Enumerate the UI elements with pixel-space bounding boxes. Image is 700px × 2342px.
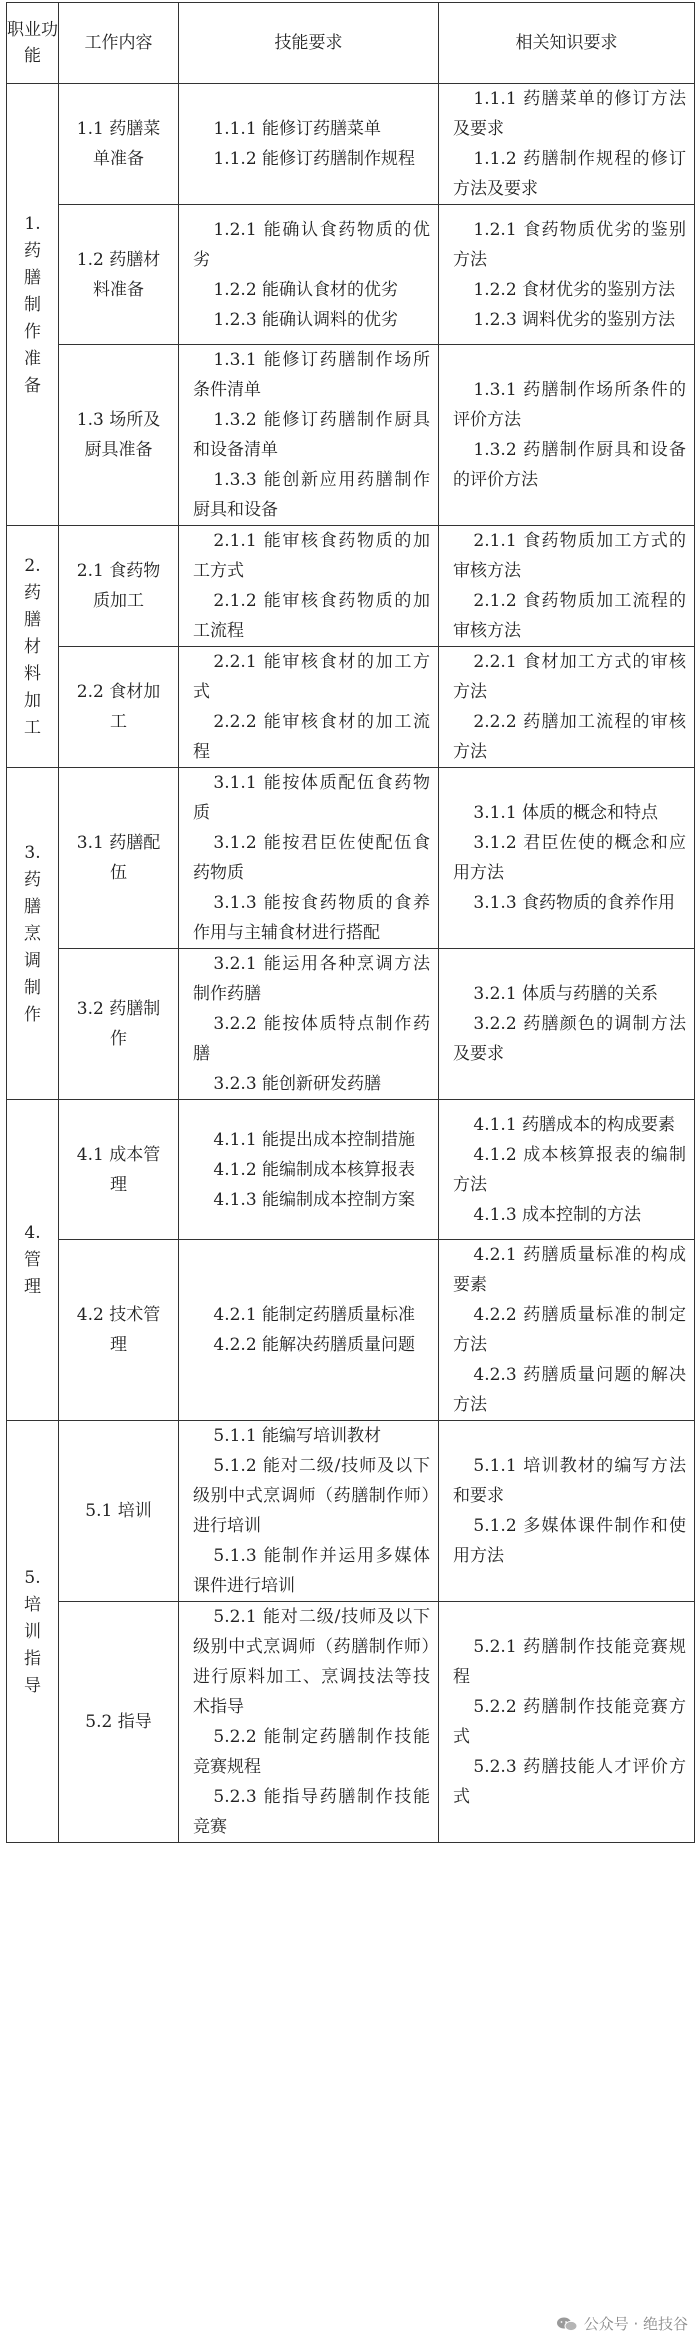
table-row xyxy=(7,1602,695,1843)
knowledge-cell xyxy=(439,205,695,345)
skill-item: 1.1.1 能修订药膳菜单 xyxy=(213,119,382,139)
skill-item: 1.1.2 能修订药膳制作规程 xyxy=(213,149,416,169)
knowledge-item: 2.2.2 药膳加工流程的审核方法 xyxy=(453,712,686,762)
knowledge-item: 3.2.2 药膳颜色的调制方法及要求 xyxy=(453,1014,686,1064)
task-cell: 4.1 成本管理 xyxy=(59,1100,179,1240)
skills-cell xyxy=(179,1421,439,1602)
skill-item: 5.2.3 能指导药膳制作技能竞赛 xyxy=(193,1787,430,1837)
table-row xyxy=(7,647,695,768)
knowledge-item: 1.2.3 调料优劣的鉴别方法 xyxy=(473,309,676,330)
skill-item: 5.1.1 能编写培训教材 xyxy=(213,1426,382,1446)
skill-item: 4.2.2 能解决药膳质量问题 xyxy=(213,1335,416,1355)
knowledge-item: 3.1.1 体质的概念和特点 xyxy=(473,803,659,823)
function-name: 管理 xyxy=(24,1250,41,1297)
knowledge-cell xyxy=(439,345,695,526)
knowledge-item: 4.2.1 药膳质量标准的构成要素 xyxy=(453,1245,686,1295)
function-cell xyxy=(7,768,59,1100)
knowledge-item: 2.1.1 食药物质加工方式的审核方法 xyxy=(453,531,686,581)
task-cell: 1.1 药膳菜单准备 xyxy=(59,84,179,205)
knowledge-item: 3.2.1 体质与药膳的关系 xyxy=(473,984,659,1004)
knowledge-item: 1.2.1 食药物质优劣的鉴别方法 xyxy=(453,219,686,270)
skill-item: 3.2.1 能运用各种烹调方法制作药膳 xyxy=(193,954,430,1004)
table-row xyxy=(7,526,695,647)
knowledge-cell xyxy=(439,1421,695,1602)
knowledge-item: 4.2.3 药膳质量问题的解决方法 xyxy=(453,1365,686,1415)
skill-item: 2.1.1 能审核食药物质的加工方式 xyxy=(193,531,430,581)
knowledge-cell xyxy=(439,526,695,647)
skill-item: 3.1.1 能按体质配伍食药物质 xyxy=(193,773,430,823)
skill-item: 3.2.3 能创新研发药膳 xyxy=(213,1074,382,1094)
skill-item: 2.2.2 能审核食材的加工流程 xyxy=(193,712,430,762)
task-cell: 3.1 药膳配伍 xyxy=(59,768,179,949)
task-cell: 2.1 食药物质加工 xyxy=(59,526,179,647)
function-cell xyxy=(7,84,59,526)
skill-item: 3.2.2 能按体质特点制作药膳 xyxy=(193,1014,430,1064)
knowledge-item: 5.2.3 药膳技能人才评价方式 xyxy=(453,1757,686,1807)
knowledge-item: 5.2.2 药膳制作技能竞赛方式 xyxy=(453,1697,686,1747)
skills-cell xyxy=(179,345,439,526)
function-number: 1. xyxy=(24,213,41,234)
knowledge-cell xyxy=(439,949,695,1100)
function-name: 药膳材料加工 xyxy=(24,582,41,738)
skill-item: 1.2.1 能确认食药物质的优劣 xyxy=(193,219,430,270)
knowledge-item: 1.3.2 药膳制作厨具和设备的评价方法 xyxy=(453,440,686,490)
skill-item: 2.1.2 能审核食药物质的加工流程 xyxy=(193,591,430,641)
function-name: 药膳烹调制作 xyxy=(24,869,41,1025)
function-cell xyxy=(7,526,59,768)
skills-cell xyxy=(179,526,439,647)
skill-item: 2.2.1 能审核食材的加工方式 xyxy=(193,652,430,702)
knowledge-item: 5.1.2 多媒体课件制作和使用方法 xyxy=(453,1516,686,1566)
header-cell: 职业功能 xyxy=(7,3,59,84)
knowledge-item: 3.1.3 食药物质的食养作用 xyxy=(473,893,676,913)
watermark-text: 公众号 · 绝技谷 xyxy=(583,2315,688,2333)
knowledge-cell xyxy=(439,1240,695,1421)
task-cell: 3.2 药膳制作 xyxy=(59,949,179,1100)
task-cell: 1.3 场所及厨具准备 xyxy=(59,345,179,526)
wechat-icon xyxy=(555,2316,579,2332)
knowledge-item: 4.1.2 成本核算报表的编制方法 xyxy=(453,1144,686,1195)
knowledge-cell xyxy=(439,768,695,949)
task-cell: 5.1 培训 xyxy=(59,1421,179,1602)
skill-item: 5.1.2 能对二级/技师及以下级别中式烹调师（药膳制作师）进行培训 xyxy=(193,1456,430,1536)
function-cell xyxy=(7,1421,59,1843)
skill-item: 4.2.1 能制定药膳质量标准 xyxy=(213,1305,416,1325)
header-cell: 技能要求 xyxy=(179,3,439,84)
task-cell: 4.2 技术管理 xyxy=(59,1240,179,1421)
task-cell: 1.2 药膳材料准备 xyxy=(59,205,179,345)
skills-cell xyxy=(179,1100,439,1240)
task-cell: 2.2 食材加工 xyxy=(59,647,179,768)
knowledge-item: 5.1.1 培训教材的编写方法和要求 xyxy=(453,1456,686,1506)
skill-item: 3.1.2 能按君臣佐使配伍食药物质 xyxy=(193,833,430,883)
function-number: 4. xyxy=(24,1223,41,1243)
knowledge-item: 1.2.2 食材优劣的鉴别方法 xyxy=(473,279,676,300)
skill-item: 5.1.3 能制作并运用多媒体课件进行培训 xyxy=(193,1546,430,1596)
skills-cell xyxy=(179,205,439,345)
skill-item: 4.1.3 能编制成本控制方案 xyxy=(213,1189,416,1210)
skill-item: 5.2.1 能对二级/技师及以下级别中式烹调师（药膳制作师）进行原料加工、烹调技法等技术指导 xyxy=(193,1607,430,1717)
function-number: 5. xyxy=(24,1567,41,1588)
skills-cell xyxy=(179,647,439,768)
skill-item: 4.1.2 能编制成本核算报表 xyxy=(213,1159,416,1180)
knowledge-item: 2.1.2 食药物质加工流程的审核方法 xyxy=(453,591,686,641)
task-cell: 5.2 指导 xyxy=(59,1602,179,1843)
knowledge-item: 4.1.3 成本控制的方法 xyxy=(473,1204,642,1225)
watermark xyxy=(555,2313,688,2334)
function-number: 3. xyxy=(24,842,41,863)
function-name: 药膳制作准备 xyxy=(24,240,41,396)
table-row xyxy=(7,1240,695,1421)
header-row xyxy=(7,3,695,84)
table-row xyxy=(7,949,695,1100)
skill-item: 4.1.1 能提出成本控制措施 xyxy=(213,1129,416,1150)
skills-cell xyxy=(179,1602,439,1843)
function-number: 2. xyxy=(24,555,41,576)
table-row xyxy=(7,1421,695,1602)
skill-item: 1.3.3 能创新应用药膳制作厨具和设备 xyxy=(193,470,430,520)
knowledge-item: 1.3.1 药膳制作场所条件的评价方法 xyxy=(453,380,686,430)
knowledge-item: 3.1.2 君臣佐使的概念和应用方法 xyxy=(453,833,686,883)
header-cell: 相关知识要求 xyxy=(439,3,695,84)
skills-cell xyxy=(179,949,439,1100)
function-cell xyxy=(7,1100,59,1421)
header-cell: 工作内容 xyxy=(59,3,179,84)
skill-item: 1.2.3 能确认调料的优劣 xyxy=(213,309,399,330)
skill-item: 1.3.1 能修订药膳制作场所条件清单 xyxy=(193,350,430,400)
knowledge-item: 1.1.1 药膳菜单的修订方法及要求 xyxy=(453,89,686,139)
knowledge-cell xyxy=(439,1602,695,1843)
skills-cell xyxy=(179,768,439,949)
skill-item: 5.2.2 能制定药膳制作技能竞赛规程 xyxy=(193,1727,430,1777)
knowledge-cell xyxy=(439,1100,695,1240)
table-row xyxy=(7,84,695,205)
table-row xyxy=(7,345,695,526)
knowledge-item: 4.1.1 药膳成本的构成要素 xyxy=(473,1114,676,1135)
knowledge-item: 1.1.2 药膳制作规程的修订方法及要求 xyxy=(453,149,686,199)
function-name: 培训指导 xyxy=(24,1594,41,1696)
table-row xyxy=(7,205,695,345)
knowledge-cell xyxy=(439,84,695,205)
skill-item: 3.1.3 能按食药物质的食养作用与主辅食材进行搭配 xyxy=(193,893,430,943)
skill-item: 1.3.2 能修订药膳制作厨具和设备清单 xyxy=(193,410,430,460)
skills-table xyxy=(6,2,695,1843)
knowledge-item: 2.2.1 食材加工方式的审核方法 xyxy=(453,652,686,702)
skill-item: 1.2.2 能确认食材的优劣 xyxy=(213,279,399,300)
table-row xyxy=(7,1100,695,1240)
table-row xyxy=(7,768,695,949)
knowledge-cell xyxy=(439,647,695,768)
skills-cell xyxy=(179,84,439,205)
knowledge-item: 5.2.1 药膳制作技能竞赛规程 xyxy=(453,1637,686,1687)
knowledge-item: 4.2.2 药膳质量标准的制定方法 xyxy=(453,1305,686,1355)
skills-cell xyxy=(179,1240,439,1421)
